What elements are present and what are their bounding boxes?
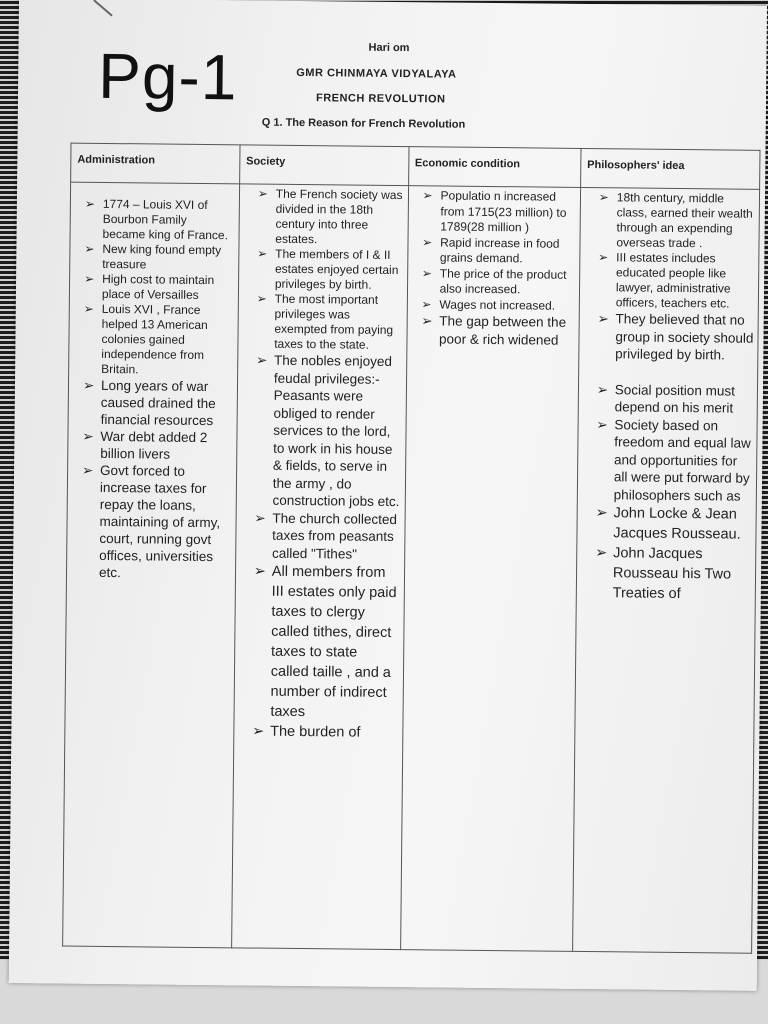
list-item: ➢ New king found empty treasure — [80, 242, 232, 274]
list-item: ➢ The nobles enjoyed feudal privileges:- Peasants were obliged to render services to the lord, to work in his house & fields, to serve in the army , do construction jobs etc. — [251, 352, 402, 511]
list-item: ➢ Society based on freedom and equal law and opportunities for all were put forward by philosophers such as — [592, 416, 753, 505]
column-header-administration: Administration — [71, 143, 240, 184]
chapter-title: FRENCH REVOLUTION — [315, 92, 446, 106]
school-name: GMR CHINMAYA VIDYALAYA — [296, 66, 457, 81]
list-item: ➢ Louis XVI , France helped 13 American colonies gained independence from Britain. — [79, 302, 232, 379]
list-item: ➢ High cost to maintain place of Versailles — [80, 272, 232, 304]
worksheet-page — [9, 0, 767, 991]
list-item: ➢ The members of I & II estates enjoyed certain privileges by birth. — [253, 247, 403, 294]
table-body-row — [63, 182, 760, 953]
header-greeting: Hari om — [368, 41, 410, 55]
column-header-society: Society — [239, 145, 408, 186]
pencil-mark — [93, 0, 113, 16]
list-item: ➢ 1774 – Louis XVI of Bourbon Family became king of France. — [80, 197, 232, 244]
list-item: ➢ Populatio n increased from 1715(23 million) to 1789(28 million ) — [418, 188, 576, 236]
administration-cell — [63, 182, 240, 948]
society-cell — [231, 184, 408, 950]
list-item: ➢ Govt forced to increase taxes for repay the loans, maintaining of army, court, running govt offices, universities etc. — [77, 462, 230, 583]
philosophers-cell — [572, 187, 759, 953]
economic-cell — [400, 186, 580, 952]
list-item: ➢ Wages not increased. — [417, 297, 574, 314]
list-item: ➢ Long years of war caused drained the financial resources — [79, 377, 231, 430]
list-item: ➢ The price of the product also increased. — [418, 266, 576, 299]
list-item: ➢ They believed that no group in society should privileged by birth. — [593, 310, 754, 364]
list-item: ➢ Social position must depend on his merit — [593, 381, 754, 418]
list-item: ➢ The burden of — [248, 721, 398, 743]
list-item: ➢ War debt added 2 billion livers — [78, 428, 230, 464]
column-header-philosophers: Philosophers' idea — [580, 148, 760, 189]
reasons-table — [62, 143, 760, 954]
list-item: ➢ The French society was divided in the 18th century into three estates. — [253, 187, 403, 249]
list-item: ➢ The church collected taxes from peasants called "Tithes" — [250, 509, 400, 563]
list-item: ➢ III estates includes educated people like lawyer, administrative officers, teachers etc. — [594, 250, 755, 312]
list-item: ➢ All members from III estates only paid taxes to clergy called tithes, direct taxes to state called taille , and a number of indirect taxes — [248, 561, 399, 723]
list-item: ➢ John Jacques Rousseau his Two Treaties of — [591, 543, 752, 605]
list-item: ➢ The most important privileges was exempted from paying taxes to the state. — [252, 292, 402, 354]
question-title: Q 1. The Reason for French Revolution — [261, 116, 466, 131]
page-number-label: Pg-1 — [97, 39, 238, 114]
list-item: ➢ Rapid increase in food grains demand. — [418, 235, 576, 268]
list-item: ➢ The gap between the poor & rich widened — [417, 312, 575, 349]
list-item: ➢ 18th century, middle class, earned their wealth through an expending overseas trade . — [594, 190, 755, 252]
column-header-economic: Economic condition — [408, 147, 581, 188]
list-item: ➢ John Locke & Jean Jacques Rousseau. — [591, 503, 752, 545]
